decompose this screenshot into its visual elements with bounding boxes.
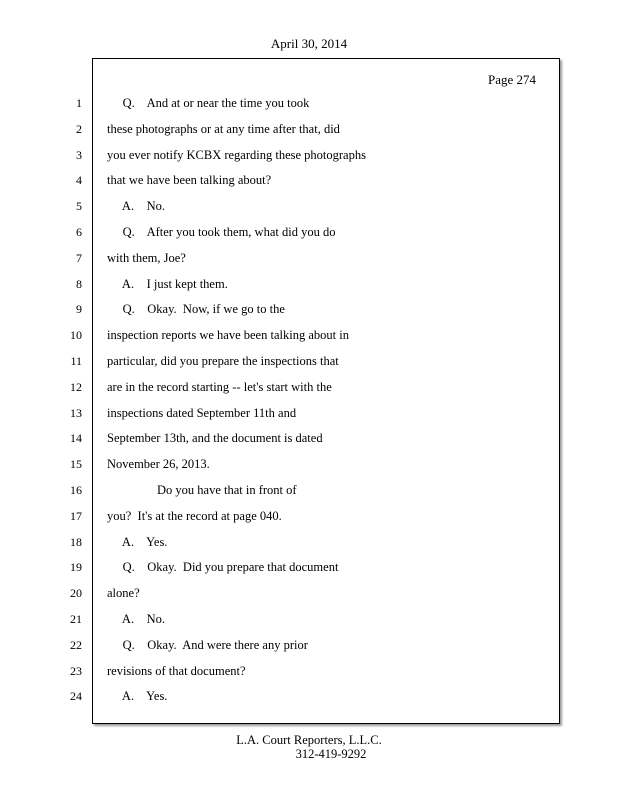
transcript-line: inspection reports we have been talking about in: [107, 328, 349, 343]
line-number: 1: [76, 96, 82, 110]
transcript-line: Q. And at or near the time you took: [107, 96, 310, 110]
line-number: 24: [70, 689, 82, 704]
line-number: 5: [76, 199, 82, 214]
line-number: 4: [76, 173, 82, 188]
line-number: 2: [76, 121, 82, 136]
line-number: 23: [70, 663, 82, 678]
transcript-line: September 13th, and the document is dated: [107, 431, 323, 446]
transcript-line: with them, Joe?: [107, 250, 186, 265]
line-number: 18: [70, 534, 82, 549]
transcript-line: Q. Okay. Did you prepare that document: [107, 560, 339, 575]
line-number: 14: [70, 431, 82, 446]
transcript-line: Q. After you took them, what did you do: [107, 225, 336, 239]
line-number: 9: [76, 302, 82, 317]
footer-phone: 312-419-9292: [295, 747, 367, 761]
transcript-line: particular, did you prepare the inspections that: [107, 354, 339, 368]
transcript-line: these photographs or at any time after that, did: [107, 121, 340, 136]
transcript-line: A. Yes.: [107, 534, 168, 549]
page-number: Page 274: [487, 72, 536, 87]
transcript-line: Q. Okay. And were there any prior: [107, 637, 308, 652]
line-number: 20: [70, 586, 82, 601]
line-number: 11: [70, 354, 82, 368]
line-number: 3: [76, 147, 82, 162]
line-number: 21: [70, 612, 82, 626]
line-number: 7: [76, 250, 82, 265]
transcript-line: are in the record starting -- let's start with the: [107, 379, 332, 394]
transcript-line: alone?: [107, 586, 140, 601]
footer-company: L.A. Court Reporters, L.L.C.: [236, 733, 382, 747]
line-number: 8: [76, 276, 82, 291]
transcript-line: A. I just kept them.: [107, 276, 228, 291]
line-number: 12: [70, 379, 82, 394]
line-number: 22: [70, 637, 82, 652]
transcript-line: A. No.: [107, 199, 165, 214]
transcript-line: November 26, 2013.: [107, 457, 210, 472]
transcript-line: inspections dated September 11th and: [107, 405, 297, 420]
transcript-line: you ever notify KCBX regarding these photographs: [107, 147, 366, 162]
header-date: April 30, 2014: [270, 36, 348, 51]
transcript-line: Do you have that in front of: [107, 483, 297, 497]
transcript-line: you? It's at the record at page 040.: [107, 508, 282, 523]
line-number: 16: [70, 483, 82, 497]
transcript-line: A. Yes.: [107, 689, 168, 704]
line-number: 13: [70, 405, 82, 420]
transcript-line: that we have been talking about?: [107, 173, 272, 188]
transcript-line: A. No.: [107, 612, 165, 626]
line-number: 15: [70, 457, 82, 472]
line-number: 10: [70, 328, 82, 343]
transcript-line: revisions of that document?: [107, 663, 246, 678]
line-number: 6: [76, 225, 82, 239]
line-number: 19: [70, 560, 82, 575]
line-number: 17: [70, 508, 82, 523]
transcript-line: Q. Okay. Now, if we go to the: [107, 302, 285, 317]
